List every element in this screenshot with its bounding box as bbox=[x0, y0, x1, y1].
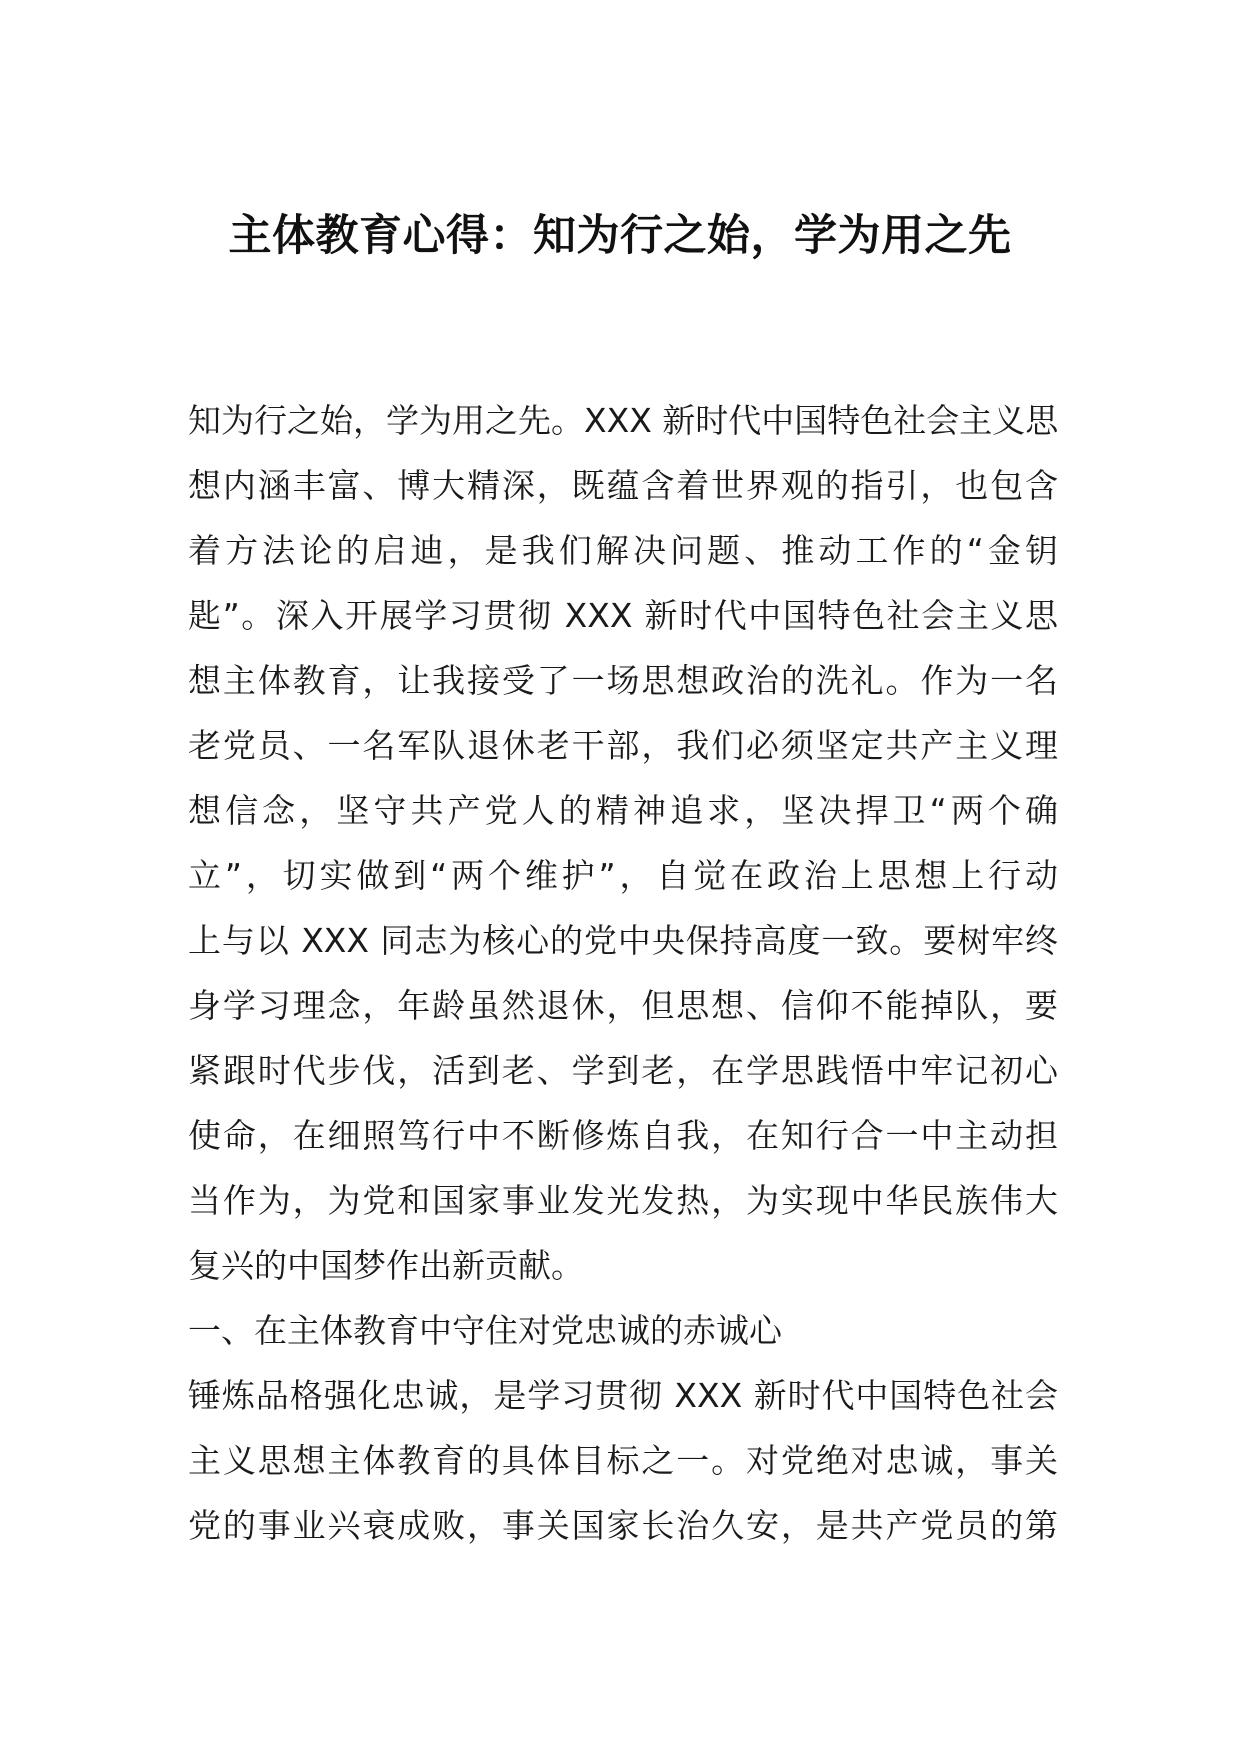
document-body bbox=[188, 388, 1058, 1558]
body-line: 想信念，坚守共产党人的精神追求，坚决捍卫“两个确 bbox=[188, 791, 1058, 830]
body-line: 匙”。深入开展学习贯彻 XXX 新时代中国特色社会主义思 bbox=[188, 596, 1058, 635]
body-line: 上与以 XXX 同志为核心的党中央保持高度一致。要树牢终 bbox=[188, 921, 1058, 960]
body-line: 锤炼品格强化忠诚，是学习贯彻 XXX 新时代中国特色社会 bbox=[188, 1376, 1058, 1415]
body-line: 老党员、一名军队退休老干部，我们必须坚定共产主义理 bbox=[188, 726, 1058, 765]
body-line: 主义思想主体教育的具体目标之一。对党绝对忠诚，事关 bbox=[188, 1441, 1058, 1480]
body-line: 紧跟时代步伐，活到老、学到老，在学思践悟中牢记初心 bbox=[188, 1051, 1058, 1090]
body-line: 当作为，为党和国家事业发光发热，为实现中华民族伟大 bbox=[188, 1181, 1058, 1220]
document-title: 主体教育心得：知为行之始，学为用之先 bbox=[228, 211, 1012, 261]
body-line: 立”，切实做到“两个维护”，自觉在政治上思想上行动 bbox=[188, 856, 1058, 895]
body-line: 想内涵丰富、博大精深，既蕴含着世界观的指引，也包含 bbox=[188, 466, 1058, 505]
body-line: 想主体教育，让我接受了一场思想政治的洗礼。作为一名 bbox=[188, 661, 1058, 700]
body-line: 着方法论的启迪，是我们解决问题、推动工作的“金钥 bbox=[188, 531, 1058, 570]
body-line: 知为行之始，学为用之先。XXX 新时代中国特色社会主义思 bbox=[188, 401, 1058, 440]
body-line: 身学习理念，年龄虽然退休，但思想、信仰不能掉队，要 bbox=[188, 986, 1058, 1025]
body-line: 使命，在细照笃行中不断修炼自我，在知行合一中主动担 bbox=[188, 1116, 1058, 1155]
body-line: 党的事业兴衰成败，事关国家长治久安，是共产党员的第 bbox=[188, 1506, 1058, 1545]
section-heading: 一、在主体教育中守住对党忠诚的赤诚心 bbox=[188, 1311, 782, 1350]
body-line: 复兴的中国梦作出新贡献。 bbox=[188, 1246, 584, 1285]
